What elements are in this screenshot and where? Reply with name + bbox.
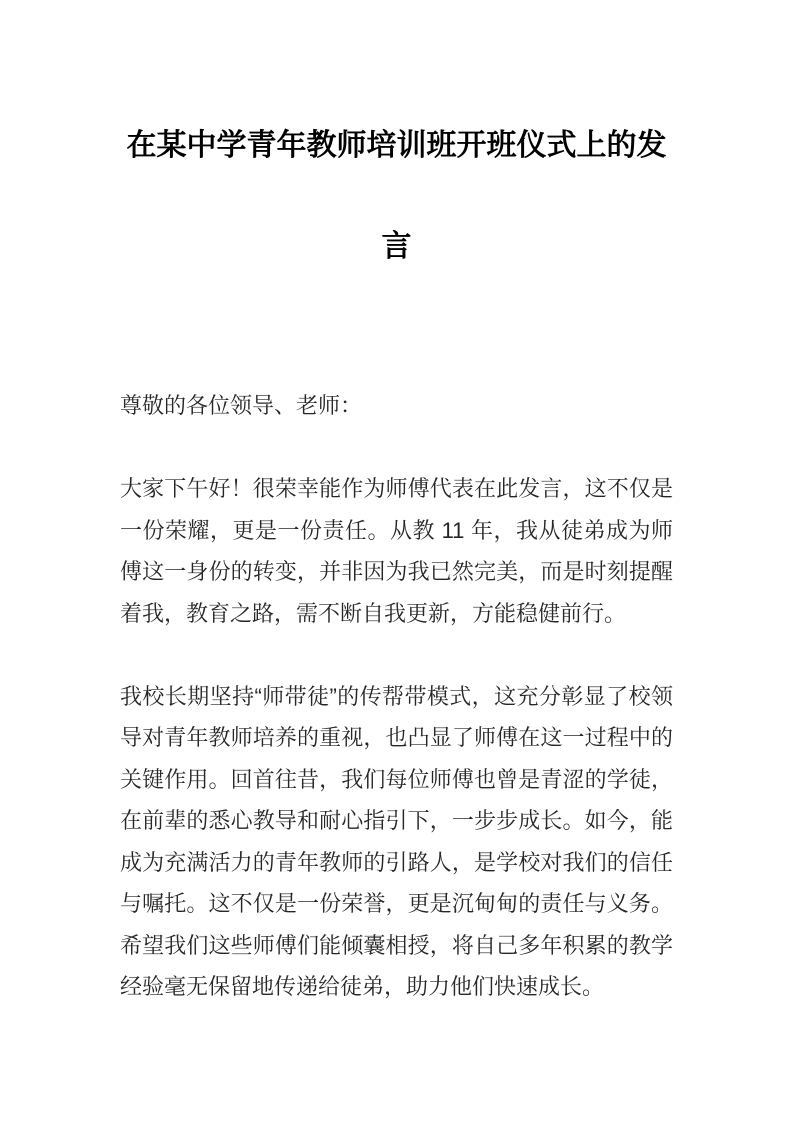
salutation-line: 尊敬的各位领导、老师： xyxy=(120,393,363,418)
document-title: 在某中学青年教师培训班开班仪式上的发言 xyxy=(126,129,667,263)
paragraph-mentoring-tradition: 我校长期坚持“师带徒”的传帮带模式，这充分彰显了校领导对青年教师培养的重视，也凸显了师傅在这一过程中的关键作用。回首往昔，我们每位师傅也曾是青涩的学徒，在前辈的悉心教导和耐心指引下，一步步成长。如今，能成为充满活力的青年教师的引路人，是学校对我们的信任与嘱托。这不仅是一份荣誉，更是沉甸甸的责任与义务。希望我们这些师傅们能倾囊相授，将自己多年积累的教学经验毫无保留地传递给徒弟，助力他们快速成长。 xyxy=(120,683,673,999)
paragraph-greeting-intro: 大家下午好！很荣幸能作为师傅代表在此发言，这不仅是一份荣耀，更是一份责任。从教 11 年，我从徒弟成为师傅这一身份的转变，并非因为我已然完美，而是时刻提醒着我，教育之路，需不断自我更新，方能稳健前行。 xyxy=(120,476,673,626)
